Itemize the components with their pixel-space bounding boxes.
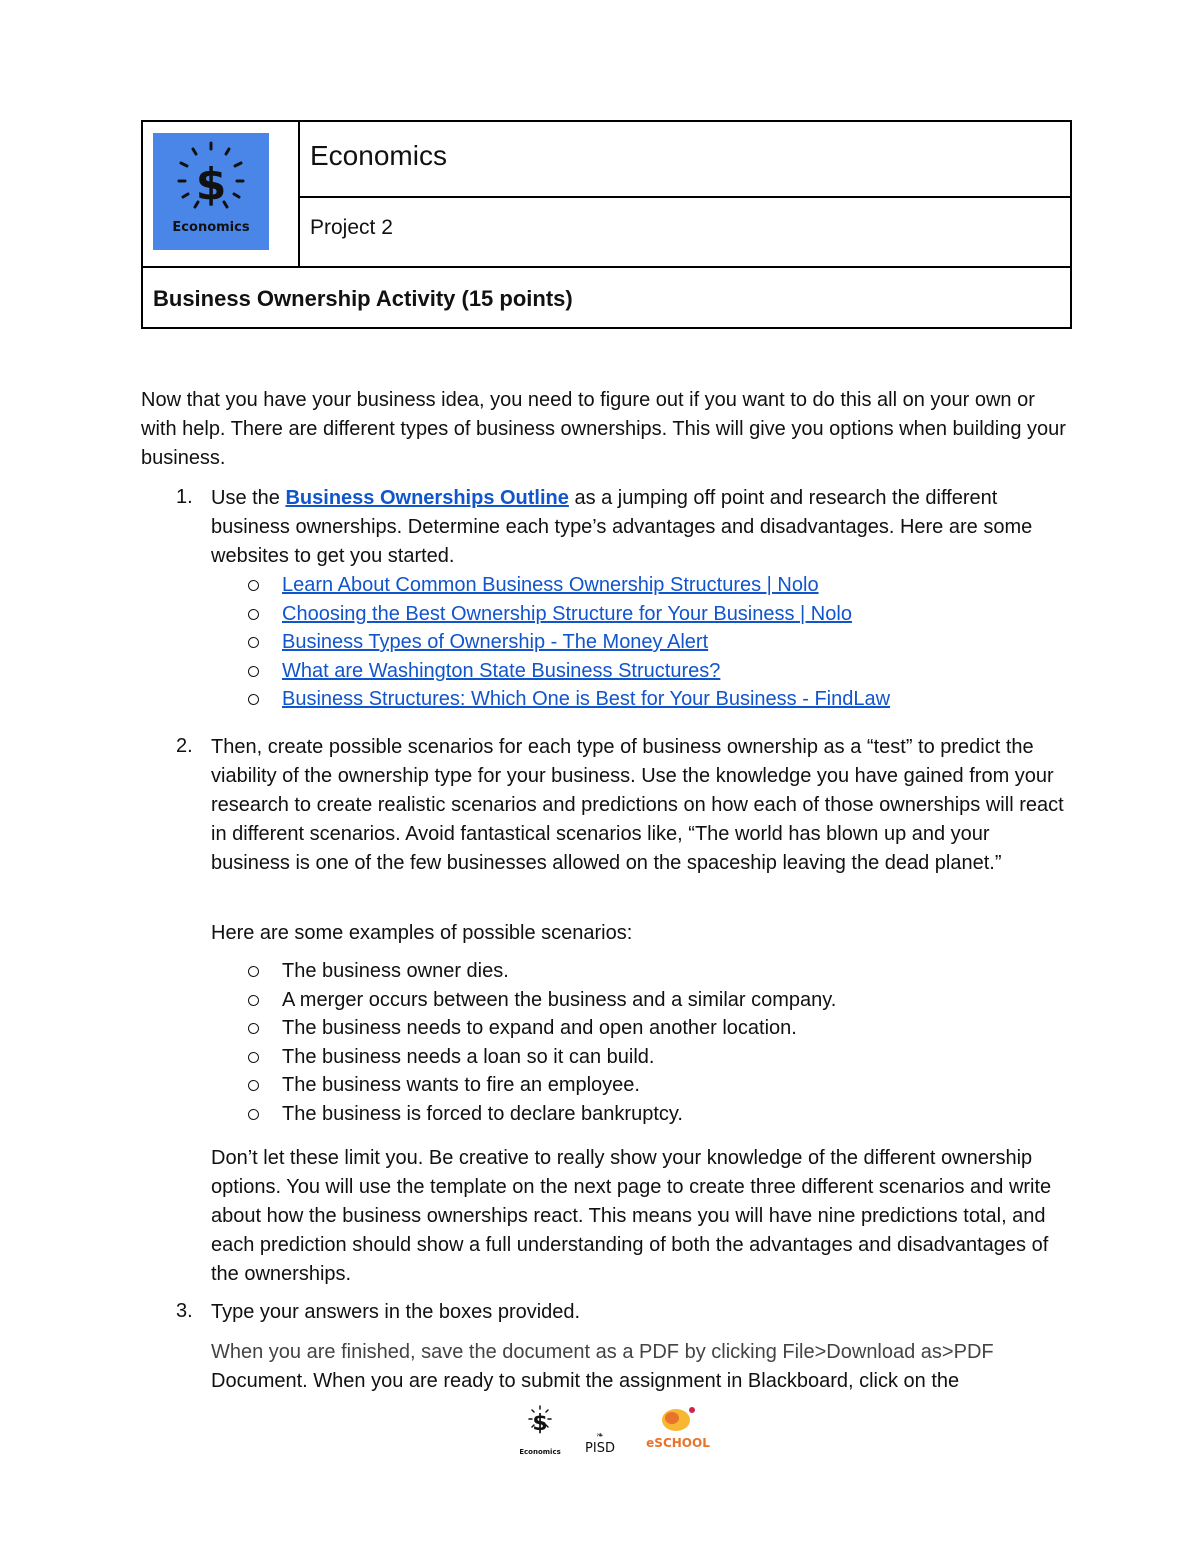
circle-bullet-icon xyxy=(248,995,259,1006)
finish-instructions: When you are finished, save the document as a PDF by clicking File>Download as>PDF Document. When you are ready to submit the assignment in Blackboard, click on the xyxy=(211,1341,994,1392)
project-cell xyxy=(300,198,1070,266)
examples-intro: Here are some examples of possible scenarios: xyxy=(211,922,633,944)
resource-links-list xyxy=(248,571,890,714)
circle-bullet-icon xyxy=(248,666,259,677)
step-2-closing: Don’t let these limit you. Be creative to really show your knowledge of the different ownership options. You will use the template on the next page to create three different scenarios and write about how the business ownerships react. This means you will have nine predictions total, and each prediction should show a full understanding of both the advantages and disadvantages of the ownerships. xyxy=(211,1147,1052,1285)
svg-text:eSCHOOL: eSCHOOL xyxy=(646,1436,710,1450)
business-ownerships-outline-link[interactable]: Business Ownerships Outline xyxy=(285,487,569,509)
step-1-number: 1. xyxy=(176,486,193,508)
svg-text:❧: ❧ xyxy=(596,1431,604,1441)
svg-text:$: $ xyxy=(532,1411,548,1436)
circle-bullet-icon xyxy=(248,580,259,591)
resource-link[interactable]: What are Washington State Business Structures? xyxy=(282,659,721,682)
svg-text:$: $ xyxy=(195,159,227,210)
scenario-examples-list xyxy=(248,957,836,1129)
project-label: Project 2 xyxy=(310,216,393,239)
course-title: Economics xyxy=(310,140,447,171)
course-title-cell xyxy=(300,122,1070,198)
svg-text:Economics: Economics xyxy=(172,220,250,235)
svg-text:Economics: Economics xyxy=(520,1448,561,1456)
list-item: The business needs a loan so it can build. xyxy=(248,1043,836,1072)
svg-text:PISD: PISD xyxy=(585,1441,615,1456)
intro-paragraph: Now that you have your business idea, you need to figure out if you want to do this all on your own or with help. There are different types of business ownerships. This will give you options when building your business. xyxy=(141,389,1066,469)
circle-bullet-icon xyxy=(248,1023,259,1034)
list-item: A merger occurs between the business and a similar company. xyxy=(248,986,836,1015)
list-item xyxy=(248,685,890,714)
list-item xyxy=(248,571,890,600)
list-item: The business owner dies. xyxy=(248,957,836,986)
step-3-number: 3. xyxy=(176,1300,193,1322)
step-3-text: Type your answers in the boxes provided. xyxy=(211,1301,581,1323)
list-item: The business is forced to declare bankruptcy. xyxy=(248,1100,836,1129)
step-1-text: Use the Business Ownerships Outline as a jumping off point and research the different business ownerships. Determine each type’s advantages and disadvantages. Here are some websites to get you started. xyxy=(211,487,1033,567)
pisd-logo-icon xyxy=(585,1431,615,1456)
dollar-bulb-icon xyxy=(153,133,269,250)
list-item xyxy=(248,657,890,686)
activity-cell xyxy=(143,266,1070,327)
activity-title: Business Ownership Activity (15 points) xyxy=(153,286,573,311)
economics-mini-logo-icon xyxy=(520,1406,561,1456)
circle-bullet-icon xyxy=(248,694,259,705)
list-item: The business wants to fire an employee. xyxy=(248,1071,836,1100)
footer-logos-svg xyxy=(520,1402,720,1462)
circle-bullet-icon xyxy=(248,609,259,620)
resource-link[interactable]: Business Structures: Which One is Best for Your Business - FindLaw xyxy=(282,688,891,711)
list-item: The business needs to expand and open another location. xyxy=(248,1014,836,1043)
resource-link[interactable]: Learn About Common Business Ownership Structures | Nolo xyxy=(282,574,819,596)
resource-link[interactable]: Choosing the Best Ownership Structure for Your Business | Nolo xyxy=(282,602,852,625)
circle-bullet-icon xyxy=(248,637,259,648)
list-item xyxy=(248,600,890,629)
eschool-logo-icon xyxy=(646,1407,710,1450)
economics-logo xyxy=(153,133,269,250)
circle-bullet-icon xyxy=(248,1080,259,1091)
circle-bullet-icon xyxy=(248,966,259,977)
step-2-text: Then, create possible scenarios for each type of business ownership as a “test” to predict the viability of the ownership type for your business. Use the knowledge you have gained from your research to create realistic scenarios and predictions on how each of those ownerships will react in different scenarios. Avoid fantastical scenarios like, “The world has blown up and your business is one of the few businesses allowed on the spaceship leaving the dead planet.” xyxy=(211,736,1064,874)
logo-cell xyxy=(143,122,300,266)
circle-bullet-icon xyxy=(248,1052,259,1063)
step-2-number: 2. xyxy=(176,735,193,757)
footer-logos xyxy=(520,1402,720,1462)
header-table xyxy=(141,120,1072,329)
resource-link[interactable]: Business Types of Ownership - The Money Alert xyxy=(282,631,709,654)
circle-bullet-icon xyxy=(248,1109,259,1120)
list-item xyxy=(248,628,890,657)
